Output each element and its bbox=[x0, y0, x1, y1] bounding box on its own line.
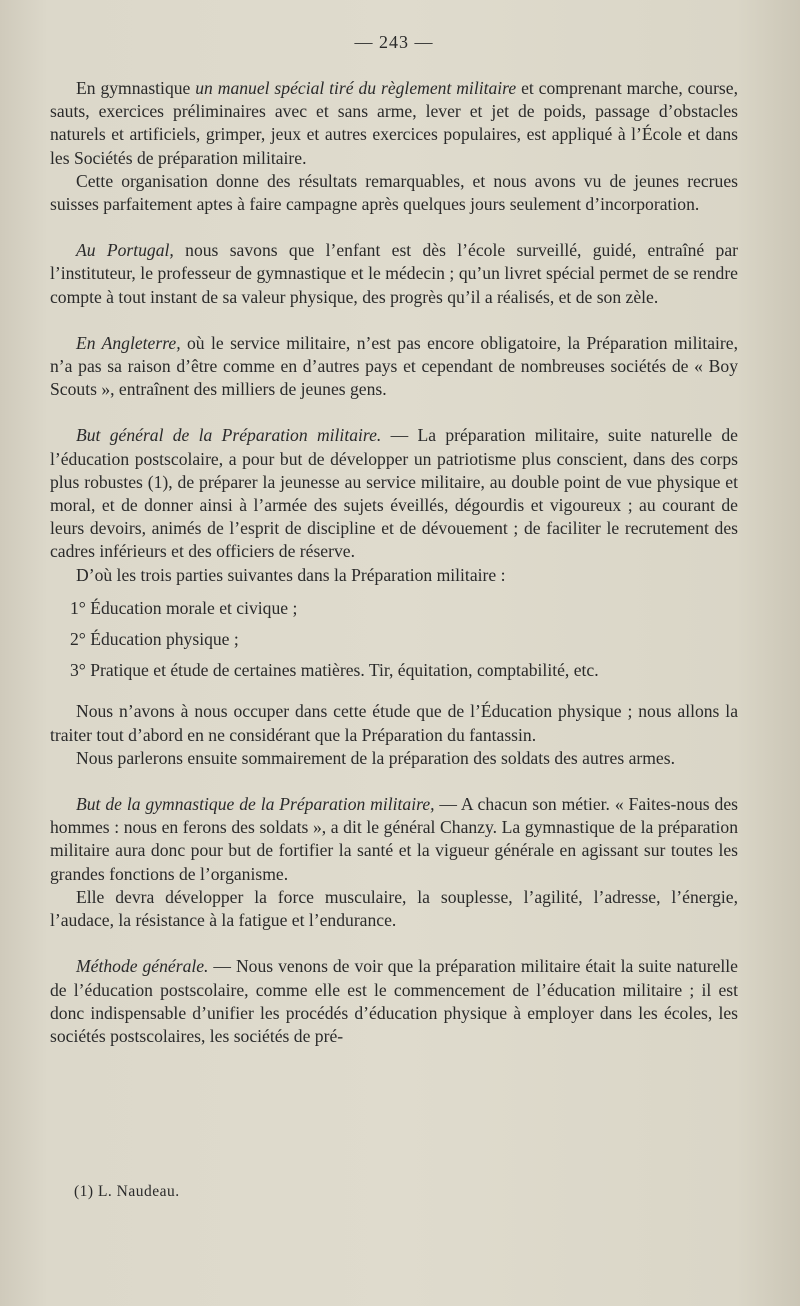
paragraph-but-general bbox=[50, 424, 738, 563]
paragraph-developper: Elle devra développer la force musculaire, la souplesse, l’agilité, l’adresse, l’énergie, l’audace, la résistance à la fatigue et l’endurance. bbox=[50, 886, 738, 931]
footnote: (1) L. Naudeau. bbox=[74, 1183, 180, 1200]
paragraph-portugal bbox=[50, 239, 738, 309]
paragraph-gymnastique bbox=[50, 77, 738, 170]
p11-italic: Méthode générale. bbox=[76, 956, 209, 977]
list-item: 2° Éducation physique ; bbox=[70, 629, 239, 650]
p3-text: nous savons que l’enfant est dès l’école surveillé, guidé, entraîné par l’instituteur, le professeur de gymnastique et le médecin ; qu’un livret spécial permet de se rendre compte à tout instant de sa valeur physique, des progrès qu’il a réalisés, et de son zèle. bbox=[50, 240, 738, 307]
page-number: — 243 — bbox=[354, 32, 434, 52]
paragraph-methode-generale bbox=[50, 955, 738, 1048]
p9-italic: But de la gymnastique de la Préparation militaire, bbox=[76, 794, 435, 815]
paragraph-trois-parties: D’où les trois parties suivantes dans la Préparation militaire : bbox=[76, 564, 506, 585]
list-item: 3° Pratique et étude de certaines matières. Tir, équitation, comptabilité, etc. bbox=[70, 660, 599, 681]
p4-text: où le service militaire, n’est pas encore obligatoire, la Préparation militaire, n’a pas sa raison d’être comme en d’autres pays et cependant de nombreuses sociétés de « Boy Scouts », entraînent des milliers de jeunes gens. bbox=[50, 332, 738, 400]
p5-italic: But général de la Préparation militaire. bbox=[76, 425, 382, 446]
p11-text: — Nous venons de voir que la préparation militaire était la suite naturelle de l’éducation postscolaire, comme elle est le commencement de l’éducation militaire ; il est donc indispensable d’unifier les procédés d’éducation physique à employer dans les écoles, les sociétés postscolaires, les sociétés de pré- bbox=[50, 956, 738, 1046]
p4-italic: En Angleterre, bbox=[76, 332, 181, 353]
paragraph-autres-armes: Nous parlerons ensuite sommairement de la préparation des soldats des autres armes. bbox=[76, 747, 675, 768]
p1-text-end: et comprenant marche, course, sauts, exercices préliminaires avec et sans arme, lever et jet de poids, passage d’obstacles naturels et artificiels, grimper, jeux et autres exercices populaires, est appliqué à l’École et dans les Sociétés de préparation militaire. bbox=[50, 78, 738, 168]
paragraph-angleterre bbox=[50, 332, 738, 402]
list-item: 1° Éducation morale et civique ; bbox=[70, 597, 298, 618]
p1-italic: un manuel spécial tiré du règlement militaire bbox=[195, 78, 517, 98]
paragraph-organisation: Cette organisation donne des résultats remarquables, et nous avons vu de jeunes recrues suisses parfaitement aptes à faire campagne après quelques jours seulement d’incorporation. bbox=[50, 170, 738, 215]
p5-text: — La préparation militaire, suite naturelle de l’éducation postscolaire, a pour but de développer un patriotisme plus conscient, dans des corps plus robustes (1), de préparer la jeunesse au service militaire, au double point de vue physique et moral, et de donner ainsi à l’armée des sujets éveillés, dégourdis et vigoureux ; au courant de leurs devoirs, animés de l’esprit de discipline et de dévouement ; de faciliter le recrutement des cadres inférieurs et des officiers de réserve. bbox=[50, 425, 738, 562]
paragraph-education-physique: Nous n’avons à nous occuper dans cette étude que de l’Éducation physique ; nous allons la traiter tout d’abord en ne considérant que la Préparation du fantassin. bbox=[50, 701, 738, 745]
p9-text: — A chacun son métier. « Faites-nous des hommes : nous en ferons des soldats », a dit le général Chanzy. La gymnastique de la préparation militaire aura donc pour but de fortifier la santé et la vigueur générale en agissant sur toutes les grandes fonctions de l’organisme. bbox=[50, 794, 738, 884]
p3-italic: Au Portugal, bbox=[76, 240, 174, 261]
paragraph-but-gymnastique bbox=[50, 793, 738, 886]
p1-text-start: En gymnastique bbox=[76, 78, 196, 98]
